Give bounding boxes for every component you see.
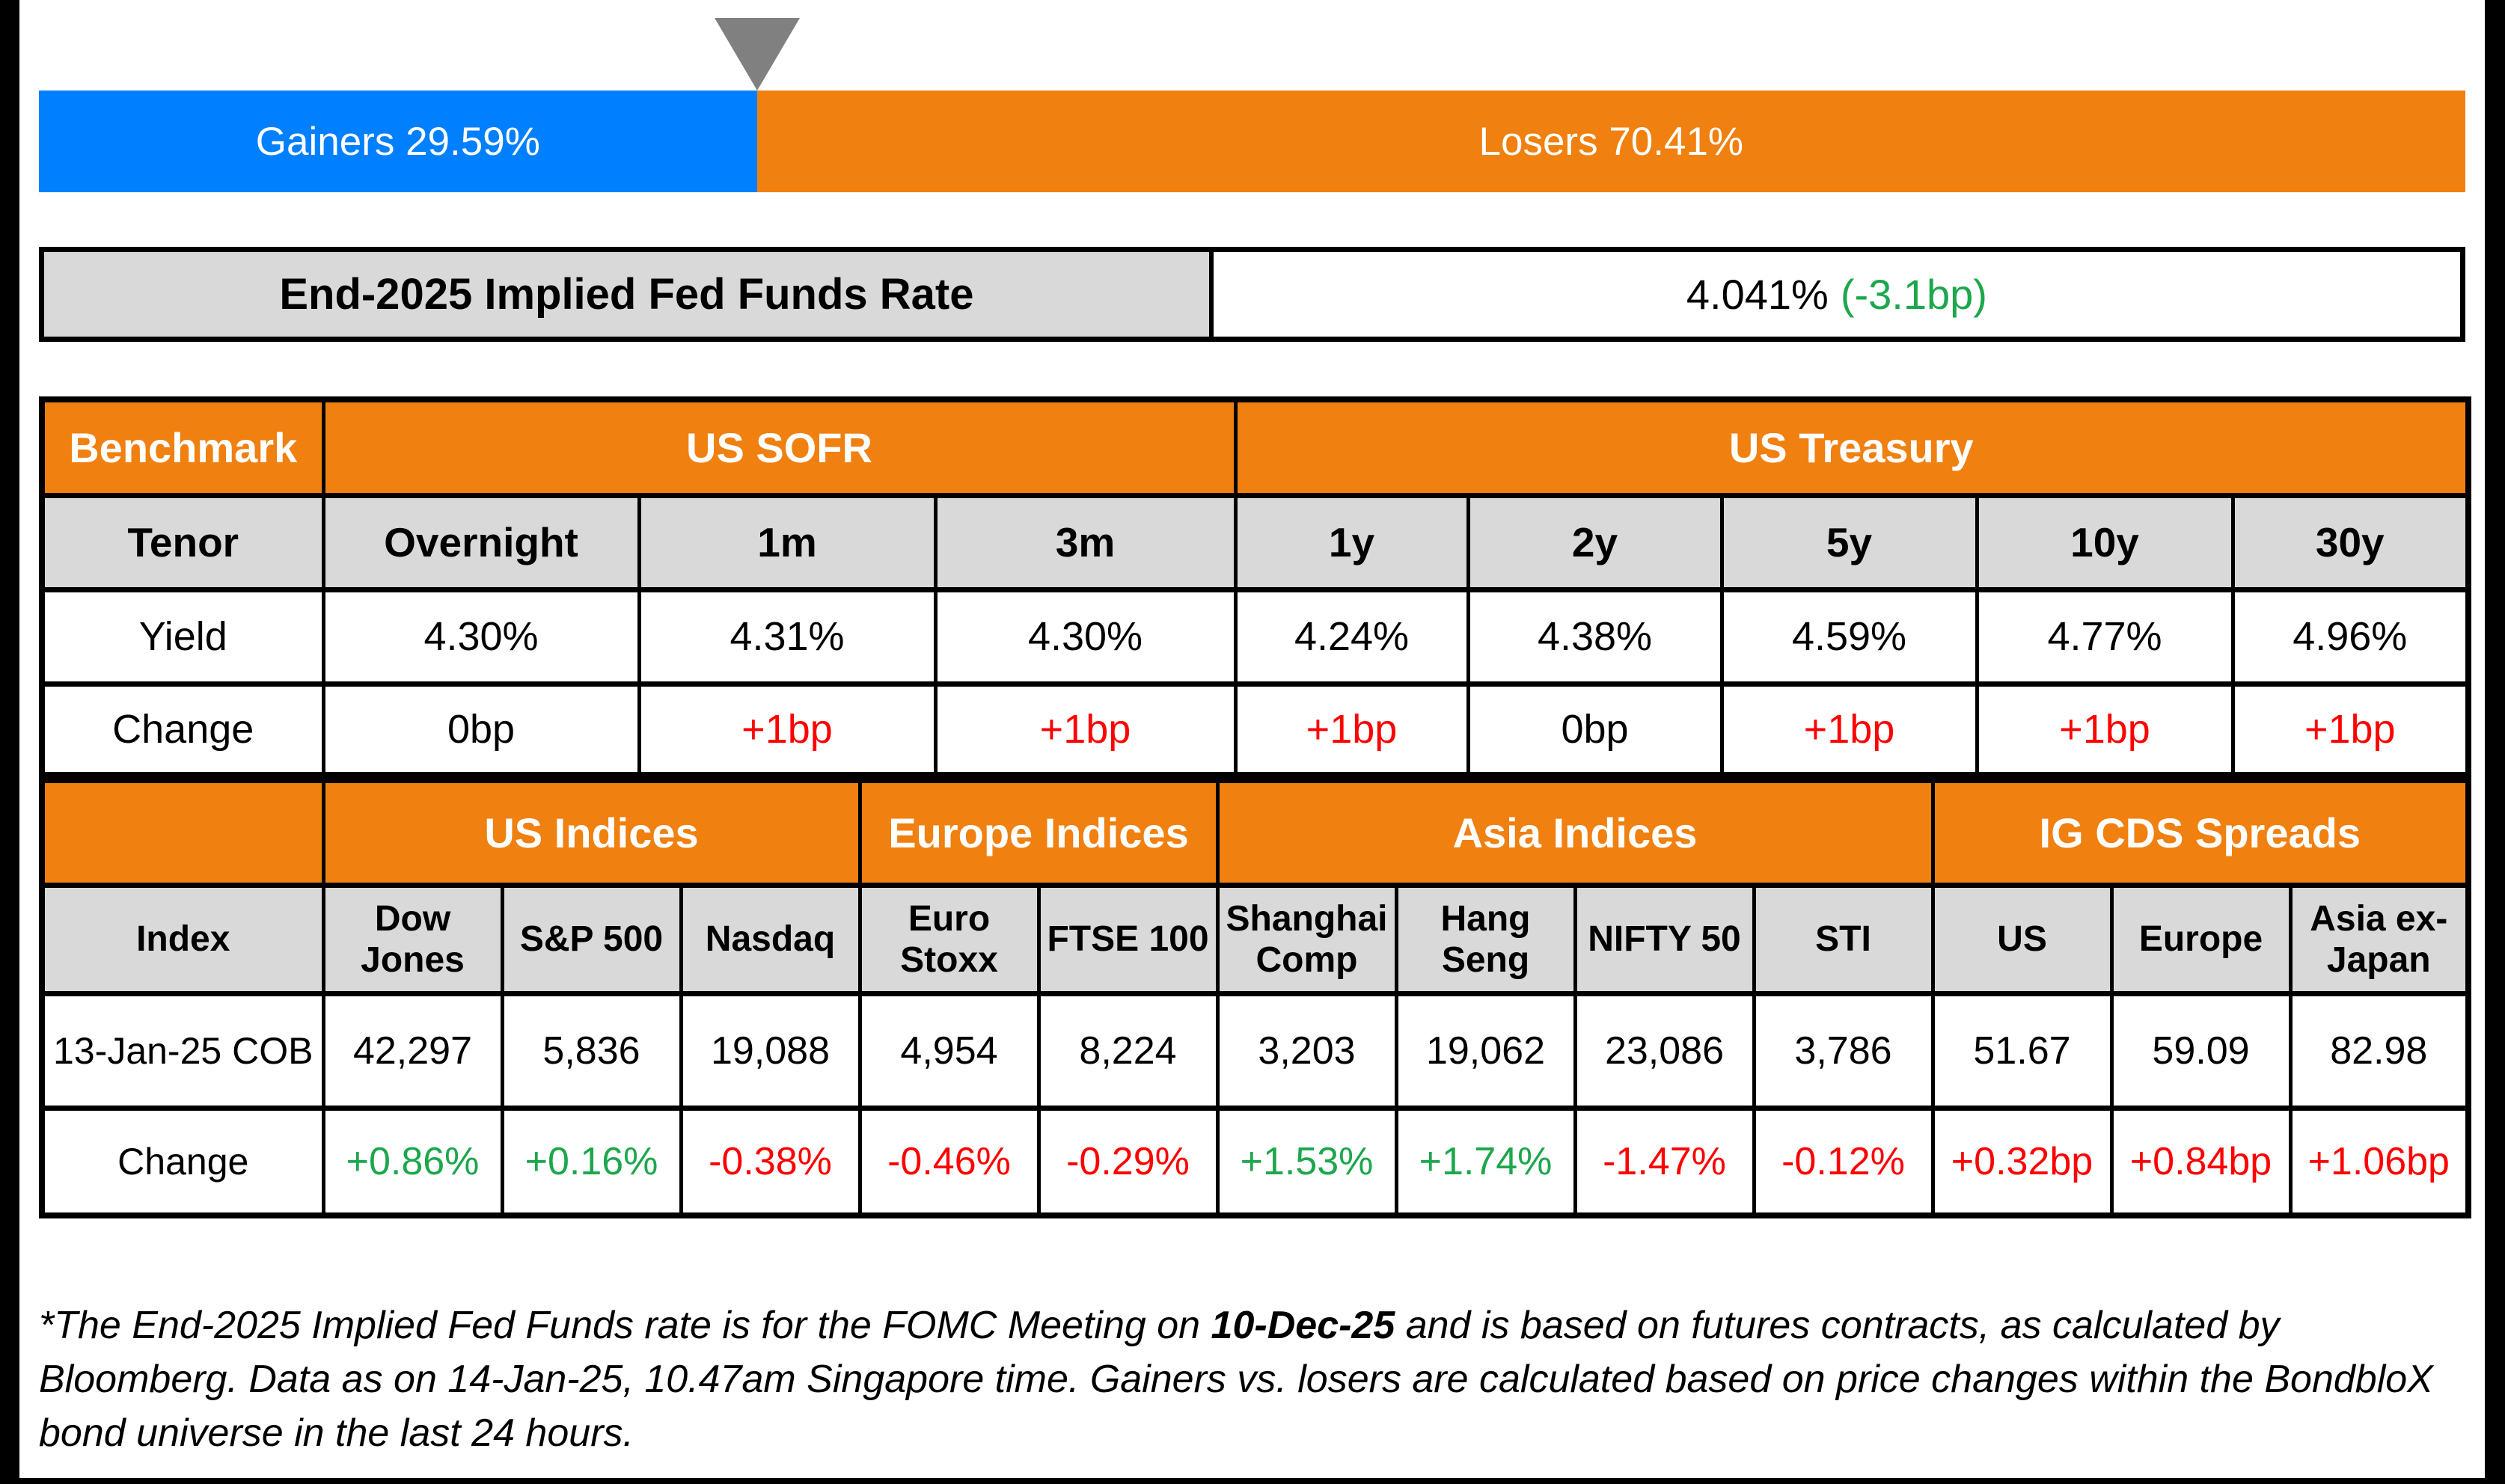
indices-group-row — [42, 781, 2468, 886]
index-header-row — [42, 886, 2468, 994]
benchmark-change-value: +1bp — [1235, 684, 1468, 775]
indices-change-value: -0.38% — [681, 1109, 860, 1215]
index-euro-stoxx: Euro Stoxx — [860, 886, 1039, 994]
cob-value: 19,062 — [1396, 994, 1575, 1109]
tenor-1y: 1y — [1235, 495, 1468, 589]
tenor-3m: 3m — [935, 495, 1235, 589]
yield-value: 4.30% — [935, 589, 1235, 684]
indices-change-value: -1.47% — [1575, 1109, 1754, 1215]
benchmark-corner-cell: Benchmark — [42, 399, 323, 495]
index-nasdaq: Nasdaq — [681, 886, 860, 994]
footnote-text-end: and is based on futures contracts, as calculated by Bloomberg. Data as on 14-Jan-25, 10.47am Singapore time. Gainers vs. losers are calculated based on price changes within the BondbloX bond universe in the last 24 hours. — [39, 1304, 2433, 1455]
indices-change-value: +0.84bp — [2111, 1109, 2290, 1215]
group-header-ig-cds: IG CDS Spreads — [1933, 781, 2468, 886]
index-ftse100: FTSE 100 — [1039, 886, 1217, 994]
tenor-1m: 1m — [639, 495, 935, 589]
group-header-europe-indices: Europe Indices — [860, 781, 1217, 886]
indices-change-value: +1.53% — [1217, 1109, 1396, 1215]
footnote-fomc-date: 10-Dec-25 — [1211, 1304, 1395, 1347]
gainers-losers-bar — [39, 91, 2465, 192]
fed-funds-change: (-3.1bp) — [1840, 271, 1987, 318]
fed-funds-title: End-2025 Implied Fed Funds Rate — [44, 252, 1214, 337]
group-header-asia-indices: Asia Indices — [1217, 781, 1933, 886]
cob-value: 3,786 — [1754, 994, 1933, 1109]
group-header-us-sofr: US SOFR — [323, 399, 1235, 495]
cob-value: 51.67 — [1933, 994, 2111, 1109]
indices-change-value: +0.16% — [502, 1109, 681, 1215]
index-row-label: Index — [42, 886, 323, 994]
losers-label: Losers 70.41% — [1478, 119, 1744, 164]
cob-value: 23,086 — [1575, 994, 1754, 1109]
index-dow-jones: Dow Jones — [323, 886, 502, 994]
tenor-10y: 10y — [1977, 495, 2233, 589]
yield-value: 4.30% — [323, 589, 639, 684]
yield-value: 4.31% — [639, 589, 935, 684]
index-nifty50: NIFTY 50 — [1575, 886, 1754, 994]
cds-us: US — [1933, 886, 2111, 994]
cob-row-label: 13-Jan-25 COB — [42, 994, 323, 1109]
cob-value: 8,224 — [1039, 994, 1217, 1109]
cob-value: 82.98 — [2290, 994, 2468, 1109]
benchmark-table — [39, 396, 2471, 778]
benchmark-change-value: +1bp — [639, 684, 935, 775]
tenor-2y: 2y — [1468, 495, 1722, 589]
benchmark-change-value: +1bp — [1977, 684, 2233, 775]
indices-change-value: +1.06bp — [2290, 1109, 2468, 1215]
tenor-header-row — [42, 495, 2468, 589]
index-sp500: S&P 500 — [502, 886, 681, 994]
index-sti: STI — [1754, 886, 1933, 994]
indices-change-value: +0.32bp — [1933, 1109, 2111, 1215]
gainers-segment — [39, 91, 757, 192]
benchmark-change-value: 0bp — [1468, 684, 1722, 775]
benchmark-change-row — [42, 684, 2468, 775]
index-shanghai-comp: Shanghai Comp — [1217, 886, 1396, 994]
cob-value: 19,088 — [681, 994, 860, 1109]
indices-table — [39, 778, 2471, 1218]
gainers-losers-marker-icon — [715, 18, 800, 91]
cob-value: 3,203 — [1217, 994, 1396, 1109]
benchmark-group-row — [42, 399, 2468, 495]
data-tables — [39, 396, 2465, 1218]
fed-funds-strip — [39, 247, 2465, 342]
cob-row — [42, 994, 2468, 1109]
benchmark-change-value: 0bp — [323, 684, 639, 775]
yield-row-label: Yield — [42, 589, 323, 684]
cds-europe: Europe — [2111, 886, 2290, 994]
benchmark-change-value: +1bp — [935, 684, 1235, 775]
indices-change-row — [42, 1109, 2468, 1215]
group-header-us-indices: US Indices — [323, 781, 860, 886]
footnote-text-start: *The End-2025 Implied Fed Funds rate is for the FOMC Meeting on — [39, 1304, 1211, 1347]
cob-value: 4,954 — [860, 994, 1039, 1109]
yield-value: 4.24% — [1235, 589, 1468, 684]
fed-funds-value-cell — [1214, 252, 2460, 337]
benchmark-change-label: Change — [42, 684, 323, 775]
cob-value: 59.09 — [2111, 994, 2290, 1109]
cds-asia-ex-japan: Asia ex-Japan — [2290, 886, 2468, 994]
benchmark-change-value: +1bp — [2233, 684, 2468, 775]
benchmark-change-value: +1bp — [1722, 684, 1977, 775]
indices-change-value: +1.74% — [1396, 1109, 1575, 1215]
fed-funds-rate: 4.041% — [1686, 271, 1829, 318]
indices-change-label: Change — [42, 1109, 323, 1215]
indices-change-value: -0.46% — [860, 1109, 1039, 1215]
cob-value: 5,836 — [502, 994, 681, 1109]
yield-value: 4.59% — [1722, 589, 1977, 684]
tenor-row-label: Tenor — [42, 495, 323, 589]
yield-row — [42, 589, 2468, 684]
indices-change-value: +0.86% — [323, 1109, 502, 1215]
indices-change-value: -0.12% — [1754, 1109, 1933, 1215]
gainers-label: Gainers 29.59% — [255, 119, 540, 164]
losers-segment — [757, 91, 2465, 192]
cob-value: 42,297 — [323, 994, 502, 1109]
index-hang-seng: Hang Seng — [1396, 886, 1575, 994]
indices-change-value: -0.29% — [1039, 1109, 1217, 1215]
tenor-5y: 5y — [1722, 495, 1977, 589]
group-header-us-treasury: US Treasury — [1235, 399, 2468, 495]
footnote — [39, 1298, 2465, 1460]
yield-value: 4.77% — [1977, 589, 2233, 684]
yield-value: 4.96% — [2233, 589, 2468, 684]
yield-value: 4.38% — [1468, 589, 1722, 684]
tenor-overnight: Overnight — [323, 495, 639, 589]
indices-corner-cell — [42, 781, 323, 886]
tenor-30y: 30y — [2233, 495, 2468, 589]
